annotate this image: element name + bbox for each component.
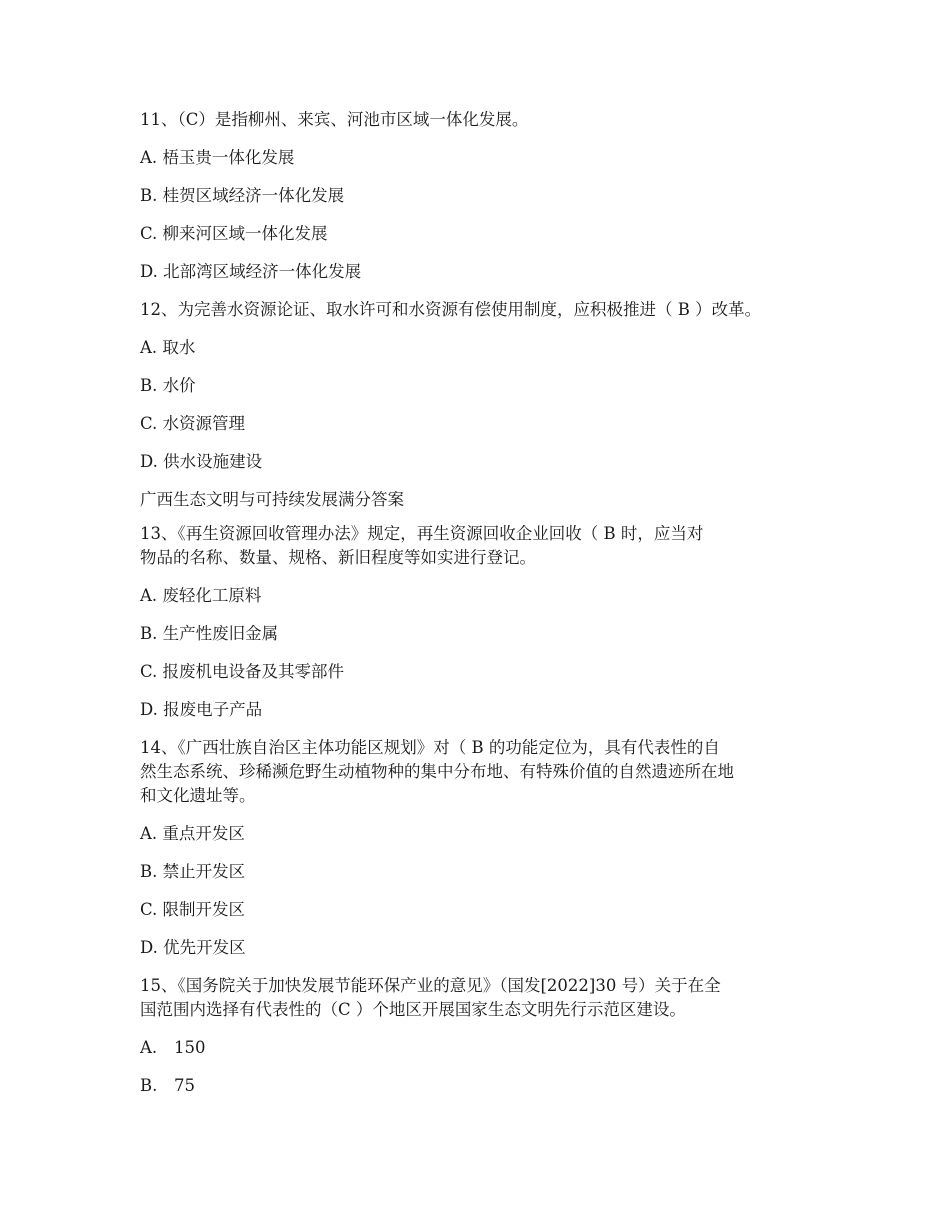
- question-13-option-b: B. 生产性废旧金属: [140, 624, 279, 643]
- question-12-option-a: A. 取水: [140, 338, 196, 357]
- question-12-option-c: C. 水资源管理: [140, 414, 246, 433]
- section-title: 广西生态文明与可持续发展满分答案: [140, 490, 404, 509]
- question-13-option-d: D. 报废电子产品: [140, 700, 263, 719]
- question-14-stem-line1: 14、《广西壮族自治区主体功能区规划》对（ B 的功能定位为，具有代表性的自: [140, 738, 720, 757]
- question-15-option-b: [140, 1074, 820, 1098]
- option-label: A.: [140, 1038, 158, 1057]
- document-page: [140, 108, 820, 1112]
- question-13-option-c: C. 报废机电设备及其零部件: [140, 662, 345, 681]
- question-14-stem-line2: 然生态系统、珍稀濒危野生动植物种的集中分布地、有特殊价值的自然遗迹所在地: [140, 762, 734, 781]
- question-12-option-d: D. 供水设施建设: [140, 452, 263, 471]
- question-11-stem: 11、（C）是指柳州、来宾、河池市区域一体化发展。: [140, 110, 529, 129]
- question-12-stem: 12、为完善水资源论证、取水许可和水资源有偿使用制度，应积极推进（ B ）改革。: [140, 300, 762, 319]
- question-14-option-c: C. 限制开发区: [140, 900, 246, 919]
- option-label: B.: [140, 1076, 158, 1095]
- question-12-option-b: B. 水价: [140, 376, 196, 395]
- question-14-option-b: B. 禁止开发区: [140, 862, 246, 881]
- question-15-stem-line2: 国范围内选择有代表性的（C ）个地区开展国家生态文明先行示范区建设。: [140, 1000, 686, 1019]
- question-11-option-d: D. 北部湾区域经济一体化发展: [140, 262, 362, 281]
- question-14-option-a: A. 重点开发区: [140, 824, 245, 843]
- question-15-stem-line1: 15、《国务院关于加快发展节能环保产业的意见》（国发[2022]30 号）关于在全: [140, 976, 721, 995]
- question-14-option-d: D. 优先开发区: [140, 938, 246, 957]
- question-14-stem-line3: 和文化遗址等。: [140, 786, 256, 805]
- option-value: 75: [174, 1076, 195, 1095]
- option-value: 150: [174, 1038, 206, 1057]
- question-11-option-b: B. 桂贺区域经济一体化发展: [140, 186, 345, 205]
- question-13-option-a: A. 废轻化工原料: [140, 586, 262, 605]
- question-13-stem-line1: 13、《再生资源回收管理办法》规定，再生资源回收企业回收（ B 时，应当对: [140, 524, 704, 543]
- question-11-option-a: A. 梧玉贵一体化发展: [140, 148, 295, 167]
- question-13-stem-line2: 物品的名称、数量、规格、新旧程度等如实进行登记。: [140, 548, 536, 567]
- question-11-option-c: C. 柳来河区域一体化发展: [140, 224, 328, 243]
- question-15-option-a: [140, 1036, 820, 1060]
